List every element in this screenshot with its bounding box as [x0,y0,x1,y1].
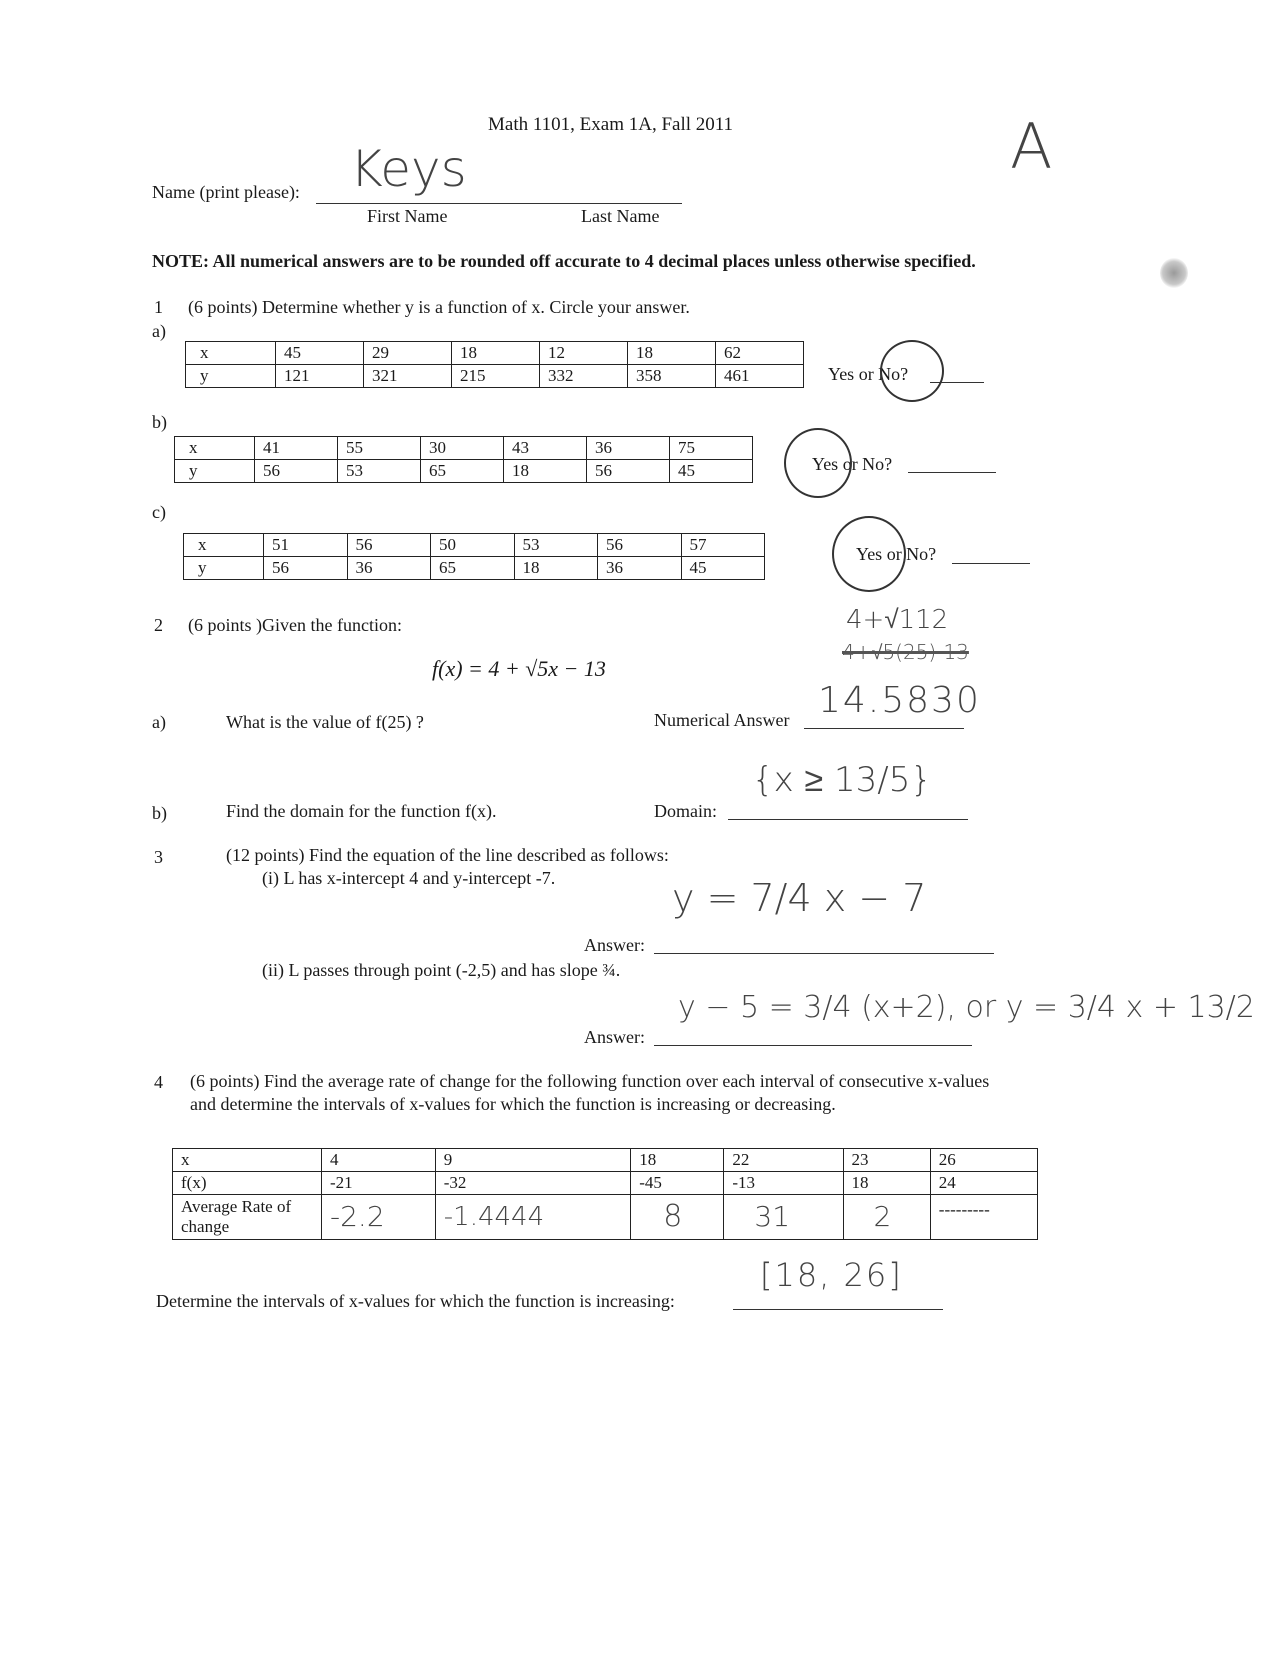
version-letter: A [1010,110,1053,183]
q1c-table [183,533,765,580]
q1a-circled-no [880,340,944,402]
table-cell: 18 [504,460,587,483]
q2a-label: a) [152,712,166,732]
q2a-text: What is the value of f(25) ? [226,712,424,732]
q1a-prompt: Yes or No? [828,364,909,384]
table-cell: 56 [255,460,338,483]
q1b-circled-yes [784,428,852,498]
q2b-answer-label: Domain: [654,801,717,821]
table-cell: 4 [322,1149,436,1172]
q1b-table [174,436,753,483]
table-cell: 56 [598,534,682,557]
q2-function: f(x) = 4 + √5x − 13 [432,656,606,681]
q1-text: (6 points) Determine whether y is a function of x. Circle your answer. [188,297,690,317]
table-cell: -45 [631,1172,724,1195]
q1c-circled-yes [832,516,906,592]
q2a-answer: 14.5830 [818,680,981,721]
scan-smudge [1160,258,1188,288]
rate-cell: 2 [843,1195,930,1240]
table-row [186,365,804,388]
q3-ii-answer-line [654,1045,972,1046]
q2b-answer-line [728,819,968,820]
table-cell: 24 [930,1172,1037,1195]
table-cell: 321 [364,365,452,388]
table-row [186,342,804,365]
table-cell: 358 [628,365,716,388]
q2-number: 2 [154,615,163,635]
table-cell: 55 [338,437,421,460]
table-cell: y [186,365,276,388]
rate-cell: -1.4444 [435,1195,631,1240]
q4-increasing-answer: [18, 26] [760,1256,903,1294]
table-cell: 45 [681,557,765,580]
q3-ii-answer-label: Answer: [584,1027,645,1047]
note: NOTE: All numerical answers are to be rounded off accurate to 4 decimal places unless otherwise specified. [152,251,976,271]
table-cell: 36 [598,557,682,580]
table-row [173,1195,1038,1240]
q1a-label: a) [152,321,166,341]
table-cell: 121 [276,365,364,388]
q2b-label: b) [152,803,167,823]
table-cell: 12 [540,342,628,365]
table-cell: 18 [514,557,598,580]
q1b-answer-line [908,472,996,473]
table-row [175,437,753,460]
rate-cell: 31 [724,1195,843,1240]
name-underline [316,203,682,204]
table-cell: 65 [431,557,515,580]
q1c-label: c) [152,502,166,522]
first-name-label: First Name [367,206,448,226]
table-cell: 53 [338,460,421,483]
q3-ii-answer: y − 5 = 3/4 (x+2), or y = 3/4 x + 13/2 [678,990,1255,1025]
table-cell: 62 [716,342,804,365]
q2-text: (6 points )Given the function: [188,615,402,635]
q2a-answer-line [804,728,964,729]
table-cell: 18 [631,1149,724,1172]
table-cell: 65 [421,460,504,483]
q1c-answer-line [952,563,1030,564]
table-row [173,1172,1038,1195]
table-cell: 215 [452,365,540,388]
q3-ii-text: (ii) L passes through point (-2,5) and has slope ¾. [262,960,621,980]
table-row [175,460,753,483]
rate-cell: -2.2 [322,1195,436,1240]
q4-text-line1: (6 points) Find the average rate of change for the following function over each interval of consecutive x-values [190,1071,990,1091]
table-cell: 332 [540,365,628,388]
q1b-prompt: Yes or No? [812,454,893,474]
table-cell: 36 [347,557,431,580]
table-row [173,1149,1038,1172]
q4-number: 4 [154,1072,163,1092]
table-cell: 45 [276,342,364,365]
q1a-table [185,341,804,388]
table-cell: x [173,1149,322,1172]
table-cell: -21 [322,1172,436,1195]
table-cell: y [175,460,255,483]
q2-struck-work: 4+√5(25)-13 [842,640,969,664]
table-cell: y [184,557,264,580]
table-cell: 29 [364,342,452,365]
exam-title: Math 1101, Exam 1A, Fall 2011 [488,114,734,135]
rate-cell: --------- [930,1195,1037,1240]
name-value: Keys [350,140,467,198]
table-cell: 56 [587,460,670,483]
table-cell: 461 [716,365,804,388]
table-cell: 22 [724,1149,843,1172]
table-cell: 56 [347,534,431,557]
table-row [184,534,765,557]
q1b-label: b) [152,412,167,432]
table-cell: x [184,534,264,557]
table-cell: 23 [843,1149,930,1172]
q4-table [172,1148,1038,1240]
q3-i-answer-label: Answer: [584,935,645,955]
table-cell: 26 [930,1149,1037,1172]
table-cell: 41 [255,437,338,460]
q1-number: 1 [154,297,163,317]
table-cell: Average Rate of change [173,1195,322,1240]
q3-i-text: (i) L has x-intercept 4 and y-intercept -7. [262,868,556,888]
table-cell: x [175,437,255,460]
q3-i-answer: y = 7/4 x − 7 [672,876,927,920]
q2a-answer-label: Numerical Answer [654,710,790,730]
q3-number: 3 [154,847,163,867]
table-cell: -32 [435,1172,631,1195]
name-label: Name (print please): [152,182,300,202]
table-cell: x [186,342,276,365]
q4-increasing-prompt: Determine the intervals of x-values for which the function is increasing: [156,1291,675,1311]
table-cell: -13 [724,1172,843,1195]
q2b-answer: {x ≥ 13/5} [752,760,933,800]
table-cell: 45 [670,460,753,483]
last-name-label: Last Name [581,206,660,226]
rate-cell: 8 [631,1195,724,1240]
table-cell: f(x) [173,1172,322,1195]
table-cell: 50 [431,534,515,557]
q3-i-answer-line [654,953,994,954]
q4-increasing-line [733,1309,943,1310]
q4-text-line2: and determine the intervals of x-values for which the function is increasing or decreasing. [190,1094,836,1114]
q1c-prompt: Yes or No? [856,544,937,564]
table-cell: 36 [587,437,670,460]
q3-text: (12 points) Find the equation of the line described as follows: [226,845,669,865]
table-cell: 43 [504,437,587,460]
q2b-text: Find the domain for the function f(x). [226,801,497,821]
table-cell: 18 [628,342,716,365]
table-cell: 75 [670,437,753,460]
table-cell: 57 [681,534,765,557]
table-cell: 30 [421,437,504,460]
table-cell: 9 [435,1149,631,1172]
q2-work: 4+√112 [846,605,949,635]
table-cell: 53 [514,534,598,557]
table-cell: 18 [843,1172,930,1195]
table-cell: 51 [264,534,348,557]
table-cell: 18 [452,342,540,365]
table-cell: 56 [264,557,348,580]
table-row [184,557,765,580]
